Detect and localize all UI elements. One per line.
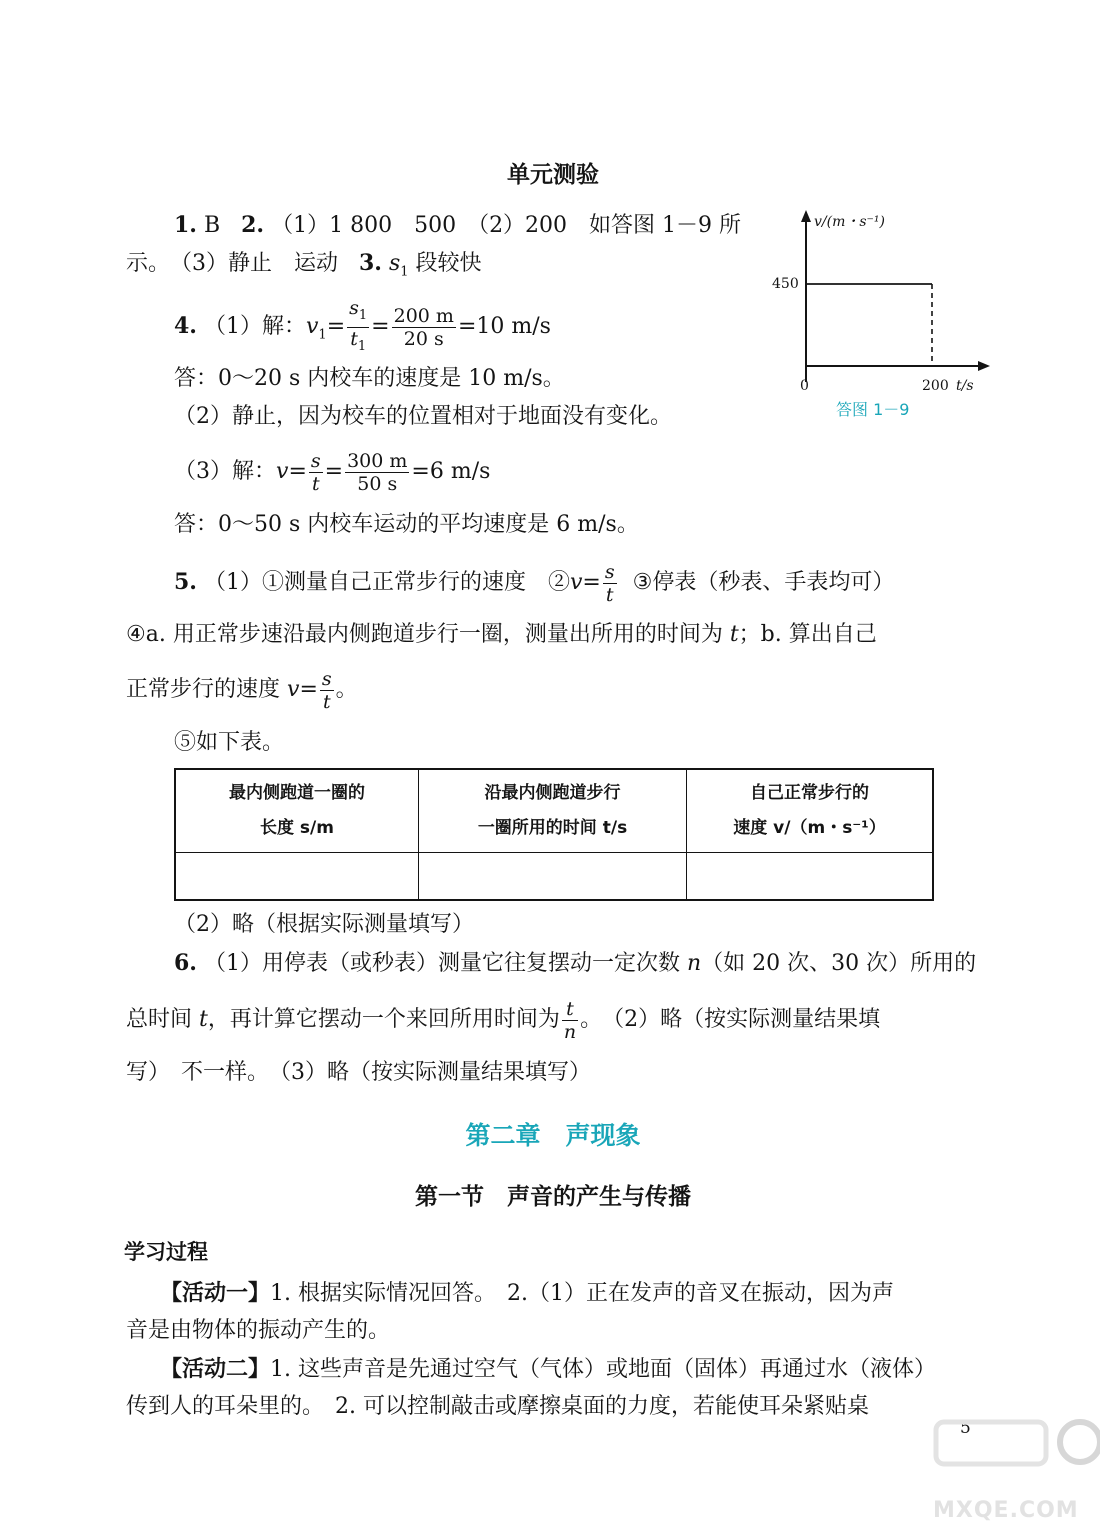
y-axis-arrow bbox=[801, 210, 811, 222]
learning-process-label: 学习过程 bbox=[124, 1240, 208, 1264]
figure-caption: 答图 1－9 bbox=[836, 400, 910, 419]
q5-t-symbol: t bbox=[729, 622, 739, 647]
activity2-text2: 传到人的耳朵里的。 2. 可以控制敲击或摩擦桌面的力度，若能使耳朵紧贴桌 bbox=[126, 1394, 869, 1419]
q5-fraction bbox=[603, 561, 617, 606]
q5-v-symbol: v bbox=[569, 570, 583, 595]
table-header-speed: 自己正常步行的 速度 v/（m・s⁻¹） bbox=[687, 769, 934, 853]
q4-frac2-num: 200 m bbox=[393, 304, 454, 327]
q1-answer: B bbox=[203, 213, 221, 238]
q6-line3: 写） 不一样。 （3）略（按实际测量结果填写） bbox=[126, 1060, 591, 1085]
q5-text2: ④a. 用正常步速沿最内侧跑道步行一圈，测量出所用的时间为 bbox=[126, 622, 723, 647]
q6-t-symbol: t bbox=[199, 1007, 208, 1032]
activity2-line bbox=[160, 1354, 936, 1385]
q3-symbol: s bbox=[388, 251, 401, 276]
q4-fraction-1 bbox=[347, 297, 369, 358]
table-row bbox=[175, 853, 933, 901]
x-axis-label: t/s bbox=[956, 378, 974, 394]
q2-answer-cont: 示。 （3）静止 运动 bbox=[126, 251, 338, 276]
q4-v-sub: 1 bbox=[318, 327, 327, 343]
activity1-text2: 音是由物体的振动产生的。 bbox=[126, 1318, 391, 1343]
activity1-line bbox=[160, 1278, 894, 1309]
origin-label: 0 bbox=[800, 378, 809, 394]
q2-number: 2. bbox=[241, 212, 265, 238]
q6-frac-num: t bbox=[562, 998, 578, 1021]
table-header-length: 最内侧跑道一圈的 长度 s/m bbox=[175, 769, 419, 853]
q4-line3 bbox=[174, 442, 490, 502]
watermark-logo bbox=[930, 1400, 1100, 1490]
q4-frac3-num: s bbox=[310, 449, 321, 472]
q3-symbol-sub: 1 bbox=[400, 264, 409, 280]
q5-text2b: ；b. 算出自己 bbox=[738, 622, 877, 647]
unit-test-title: 单元测验 bbox=[507, 162, 599, 188]
q5-text3: 正常步行的速度 bbox=[126, 677, 281, 702]
activity1-text: 1. 根据实际情况回答。 2.（1）正在发声的音叉在振动，因为声 bbox=[270, 1281, 894, 1306]
q4-line1 bbox=[174, 296, 551, 365]
q4-part3-prefix: （3）解： bbox=[174, 459, 276, 484]
q3-answer: 段较快 bbox=[415, 251, 482, 276]
q5-text3-end: 。 bbox=[335, 677, 358, 702]
q4-frac1-num-sub: 1 bbox=[358, 307, 368, 323]
q2-answer: （1）1 800 500 （2）200 如答图 1－9 所 bbox=[271, 213, 742, 238]
q4-v2-symbol: v bbox=[276, 459, 289, 484]
q5-frac-den: t bbox=[605, 583, 614, 606]
activity2-text: 1. 这些声音是先通过空气（气体）或地面（固体）再通过水（液体） bbox=[270, 1357, 937, 1382]
q6-frac-den: n bbox=[563, 1020, 577, 1043]
q4-answer1: 答：0～20 s 内校车的速度是 10 m/s。 bbox=[174, 366, 565, 391]
q4-v-symbol: v bbox=[305, 314, 319, 339]
q3-number: 3. bbox=[358, 250, 382, 276]
q4-result1: =10 m/s bbox=[457, 314, 551, 339]
q4-frac2-den: 20 s bbox=[403, 327, 444, 350]
q5-frac-num: s bbox=[604, 560, 615, 583]
activity1-label: 【活动一】 bbox=[160, 1280, 271, 1306]
q5-fraction-2 bbox=[320, 668, 334, 713]
q5-line3 bbox=[126, 660, 358, 720]
q4-part2: （2）静止，因为校车的位置相对于地面没有变化。 bbox=[174, 404, 672, 429]
q4-eq2: = bbox=[371, 314, 390, 339]
q6-text2b: ，再计算它摆动一个来回所用时间为 bbox=[207, 1007, 560, 1032]
q5-text1: （1）①测量自己正常步行的速度 ② bbox=[203, 570, 570, 595]
q1-q2-line bbox=[174, 210, 741, 241]
q4-fraction-4 bbox=[345, 450, 409, 495]
q4-number: 4. bbox=[174, 313, 197, 339]
table-header-row bbox=[175, 769, 933, 853]
q5-frac2-den: t bbox=[322, 690, 331, 713]
q4-frac1-num: s bbox=[349, 296, 359, 319]
chapter-title: 第二章 声现象 bbox=[465, 1121, 641, 1150]
q6-fraction bbox=[562, 998, 578, 1043]
q1-number: 1. bbox=[174, 212, 197, 238]
q5-part2: （2）略（根据实际测量填写） bbox=[174, 912, 474, 937]
table-cell bbox=[419, 853, 687, 901]
q4-result2: =6 m/s bbox=[411, 459, 491, 484]
q6-line2 bbox=[126, 990, 880, 1050]
y-tick-label: 450 bbox=[772, 276, 799, 292]
q6-text1: （1）用停表（或秒表）测量它往复摆动一定次数 bbox=[203, 951, 680, 976]
q4-fraction-2 bbox=[392, 305, 456, 350]
table-cell bbox=[175, 853, 419, 901]
watermark-text: MXQE.COM bbox=[933, 1498, 1079, 1523]
q4-part1-prefix: （1）解： bbox=[203, 314, 306, 339]
q5-v2-symbol: v bbox=[287, 677, 300, 702]
q5-number: 5. bbox=[174, 569, 197, 595]
q4-eq1: = bbox=[326, 314, 346, 339]
q5-eq2: = bbox=[299, 677, 318, 702]
q4-frac1-den-sub: 1 bbox=[357, 338, 367, 354]
velocity-time-graph bbox=[760, 200, 1000, 400]
x-tick-label: 200 bbox=[922, 378, 949, 394]
q4-answer2: 答：0～50 s 内校车运动的平均速度是 6 m/s。 bbox=[174, 512, 639, 537]
page-number: 5 bbox=[960, 1418, 971, 1438]
y-axis-label: v/(m・s⁻¹) bbox=[814, 214, 886, 230]
q4-fraction-3 bbox=[309, 450, 323, 495]
activity2-label: 【活动二】 bbox=[160, 1356, 271, 1382]
q5-eq: = bbox=[582, 570, 601, 595]
q4-frac4-num: 300 m bbox=[347, 449, 408, 472]
q6-n-symbol: n bbox=[686, 951, 702, 976]
q4-frac1-den: t bbox=[350, 327, 358, 350]
q5-frac2-num: s bbox=[321, 667, 332, 690]
measurement-table bbox=[174, 768, 934, 901]
table-cell bbox=[687, 853, 934, 901]
q4-frac4-den: 50 s bbox=[357, 472, 398, 495]
q5-text4: ⑤如下表。 bbox=[174, 730, 285, 755]
q6-line1 bbox=[174, 948, 976, 979]
q2-q3-line bbox=[126, 248, 482, 287]
section-title: 第一节 声音的产生与传播 bbox=[415, 1184, 691, 1210]
q6-text2: 总时间 bbox=[126, 1007, 193, 1032]
q6-text2c: 。 （2）略（按实际测量结果填 bbox=[580, 1007, 881, 1032]
q6-number: 6. bbox=[174, 950, 197, 976]
q6-text1b: （如 20 次、30 次）所用的 bbox=[701, 951, 977, 976]
x-axis-arrow bbox=[978, 361, 990, 371]
q5-line2 bbox=[126, 620, 877, 650]
q4-eq4: = bbox=[324, 459, 344, 484]
q5-text1b: ③停表（秒表、手表均可） bbox=[632, 570, 895, 595]
q4-frac3-den: t bbox=[311, 472, 320, 495]
q5-line1 bbox=[174, 552, 894, 613]
q4-eq3: = bbox=[288, 459, 307, 484]
table-header-time: 沿最内侧跑道步行 一圈所用的时间 t/s bbox=[419, 769, 687, 853]
